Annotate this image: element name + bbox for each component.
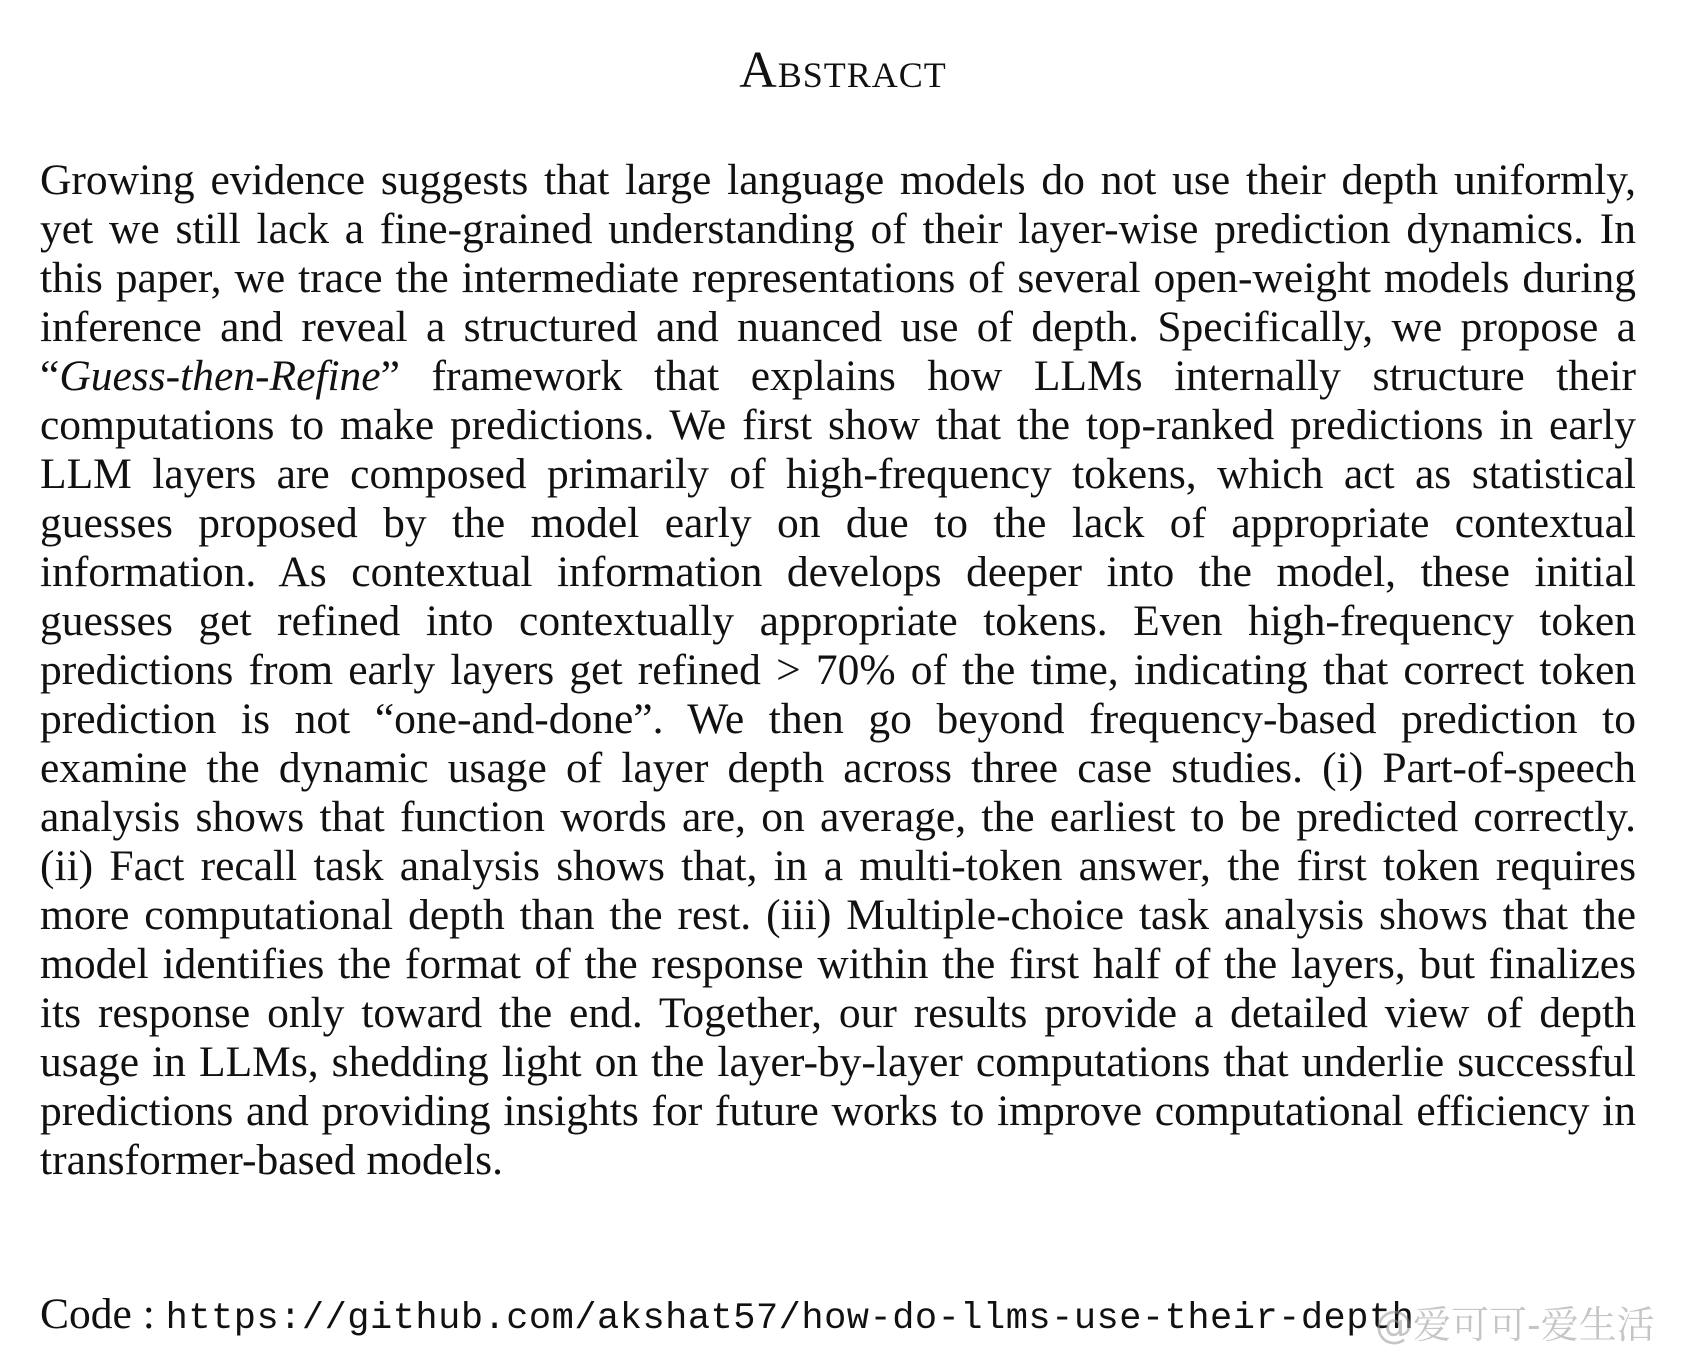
abstract-body bbox=[40, 156, 1636, 1185]
framework-name: Guess-then-Refine bbox=[59, 352, 381, 400]
code-link[interactable]: https://github.com/akshat57/how-do-llms-use-their-depth bbox=[165, 1298, 1415, 1340]
abstract-heading: Abstract bbox=[739, 42, 947, 99]
abstract-text-part-1: Growing evidence suggests that large language models do not use their depth uniformly, yet we still lack a fine-grained understanding of their layer-wise prediction dynamics. In this paper, we trace the intermediate representations of several open-weight models during inference and reveal a structured and nuanced use of depth. Specifically, we propose a “ bbox=[40, 156, 1636, 400]
abstract-text-part-2: ” framework that explains how LLMs internally structure their computations to make predictions. We first show that the top-ranked predictions in early LLM layers are composed primarily of high-frequency tokens, which act as statistical guesses proposed by the model early on due to the lack of appropriate contextual information. As contextual information develops deeper into the model, these initial guesses get refined into contextually appropriate tokens. Even high-frequency token predictions from early layers get refined > 70% of the time, indicating that correct token prediction is not “one-and-done”. We then go beyond frequency-based prediction to examine the dynamic usage of layer depth across three case studies. (i) Part-of-speech analysis shows that function words are, on average, the earliest to be predicted correctly. (ii) Fact recall task analysis shows that, in a multi-token answer, the first token requires more computational depth than the rest. (iii) Multiple-choice task analysis shows that the model identifies the format of the response within the first half of the layers, but finalizes its response only toward the end. Together, our results provide a detailed view of depth usage in LLMs, shedding light on the layer-by-layer computations that underlie successful predictions and providing insights for future works to improve computational efficiency in transformer-based models. bbox=[40, 352, 1636, 1184]
watermark: @爱可可-爱生活 bbox=[1375, 1303, 1655, 1347]
code-label: Code : bbox=[40, 1290, 155, 1338]
abstract-paragraph bbox=[40, 156, 1636, 1185]
